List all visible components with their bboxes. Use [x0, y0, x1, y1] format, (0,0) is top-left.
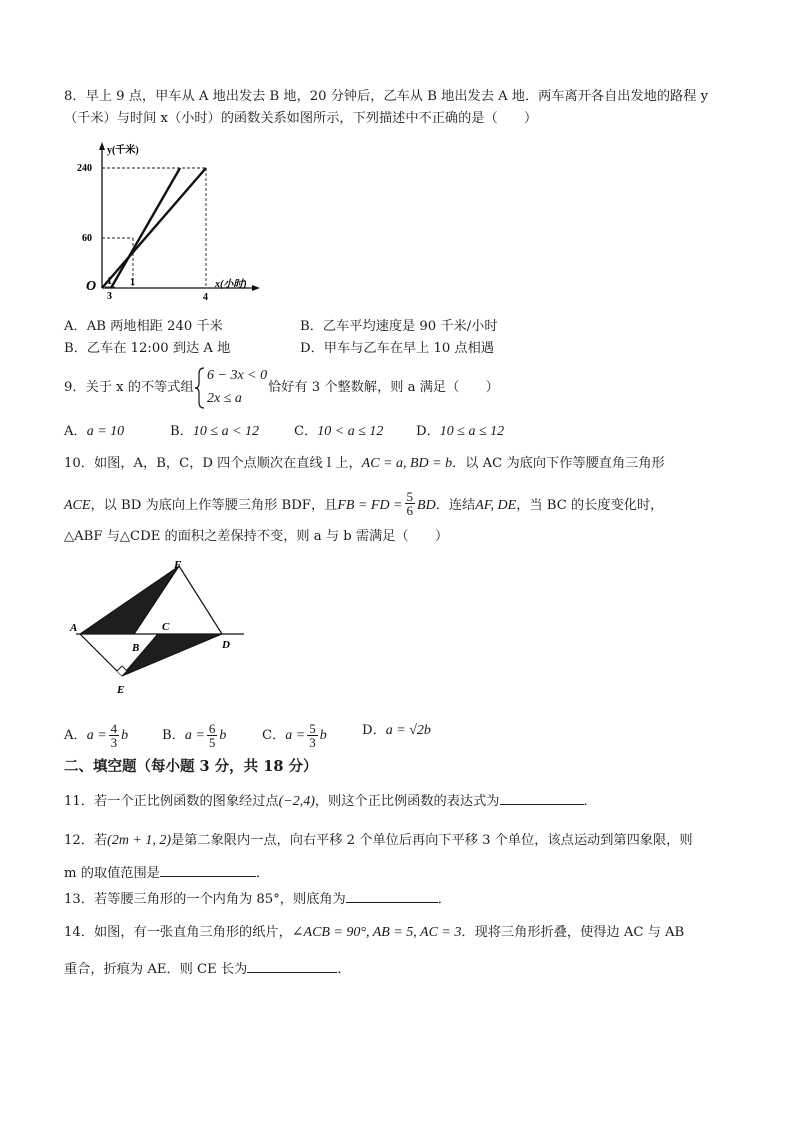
q14-answer-blank: [247, 958, 337, 973]
q8-graph: [60, 138, 280, 308]
y-axis-label: y(千米): [107, 145, 139, 156]
triangle-cde: [122, 634, 222, 676]
x-axis-arrow: [252, 285, 260, 291]
q9-prefix: 9．关于 x 的不等式组: [64, 380, 194, 395]
q13-answer-blank: [346, 888, 438, 903]
q11-answer-blank: [500, 790, 584, 805]
label-f: F: [174, 559, 182, 571]
series-jia: [102, 168, 206, 288]
q8-line1: 8．早上 9 点，甲车从 A 地出发去 B 地，20 分钟后，乙车从 B 地出发去 A 地．两车离开各自出发地的路程 y: [64, 89, 709, 104]
label-c: C: [162, 621, 170, 633]
segment-ae: [80, 634, 122, 676]
q9-option-c: C．10 < a ≤ 12: [294, 424, 384, 439]
q9-option-a: A．a = 10: [64, 424, 125, 439]
q9-suffix: 恰好有 3 个整数解，则 a 满足（ ）: [268, 380, 499, 395]
q12-answer-blank: [160, 862, 256, 877]
y-axis-arrow: [99, 142, 105, 150]
q10-option-d: D．a = √2b: [362, 723, 431, 738]
q12-line1: 12．若(2m + 1, 2)是第二象限内一点，向右平移 2 个单位后再向下平移 3 个单位，该点运动到第四象限，则: [64, 833, 693, 848]
q10-line1: 10．如图，A，B，C，D 四个点顺次在直线 l 上，AC = a, BD = b．以 AC 为底向下作等腰直角三角形: [64, 456, 665, 471]
label-d: D: [222, 639, 230, 651]
x-axis-label: x(小时): [215, 279, 247, 290]
y-tick-60: 60: [82, 233, 92, 244]
brace-icon: [194, 366, 206, 410]
origin-label: O: [86, 279, 97, 294]
q9-option-b: B．10 ≤ a < 12: [170, 424, 260, 439]
q10-line3: △ABF 与△CDE 的面积之差保持不变，则 a 与 b 需满足（ ）: [64, 529, 449, 544]
q12-line2: m 的取值范围是 ．: [64, 862, 269, 883]
q13-line: 13．若等腰三角形的一个内角为 85°，则底角为 ．: [64, 888, 451, 909]
q8-line2: （千米）与时间 x（小时）的函数关系如图所示，下列描述中不正确的是（ ）: [64, 111, 538, 126]
label-e: E: [117, 684, 125, 696]
q9-option-d: D．10 ≤ a ≤ 12: [416, 424, 505, 439]
q8-option-c: B．乙车在 12:00 到达 A 地: [64, 341, 231, 356]
label-b: B: [132, 642, 140, 654]
label-a: A: [70, 622, 78, 634]
q9-ineq1: 6 − 3x < 0: [207, 368, 268, 383]
y-tick-240: 240: [77, 163, 92, 174]
q10-option-a: A．a = $\frac{4}{3}$ b: [64, 721, 129, 750]
segment-fd: [179, 566, 222, 634]
q10-figure: [66, 558, 256, 698]
series-yi: [111, 168, 180, 288]
q10-option-b: B．a = $\frac{6}{5}$ b: [162, 721, 227, 750]
q8-option-d: D．甲车与乙车在早上 10 点相遇: [300, 341, 494, 356]
x-tick-4: 4: [203, 292, 208, 303]
q11-line: 11．若一个正比例函数的图象经过点(−2,4)，则这个正比例函数的表达式为 ．: [64, 790, 597, 811]
q8-option-b: B．乙车平均速度是 90 千米/小时: [300, 319, 498, 334]
section-heading: 二、填空题（每小题 3 分，共 18 分）: [64, 758, 318, 775]
q9-ineq2: 2x ≤ a: [207, 391, 242, 406]
q10-line2: ACE，以 BD 为底向上作等腰三角形 BDF，且FB = FD = $\frac{5}{6}$ BD．连结AF, DE，当 BC 的长度变化时，: [64, 489, 664, 518]
q14-line2: 重合，折痕为 AE．则 CE 长为 ．: [64, 958, 351, 979]
q8-option-a: A．AB 两地相距 240 千米: [64, 319, 223, 334]
x-tick-frac-num: 1: [107, 276, 112, 287]
q14-line1: 14．如图，有一张直角三角形的纸片，∠ACB = 90°, AB = 5, AC = 3．现将三角形折叠，使得边 AC 与 AB: [64, 925, 685, 940]
q10-option-c: C．a = $\frac{5}{3}$ b: [262, 721, 327, 750]
x-tick-1: 1: [130, 277, 135, 288]
x-tick-frac-den: 3: [107, 291, 112, 302]
